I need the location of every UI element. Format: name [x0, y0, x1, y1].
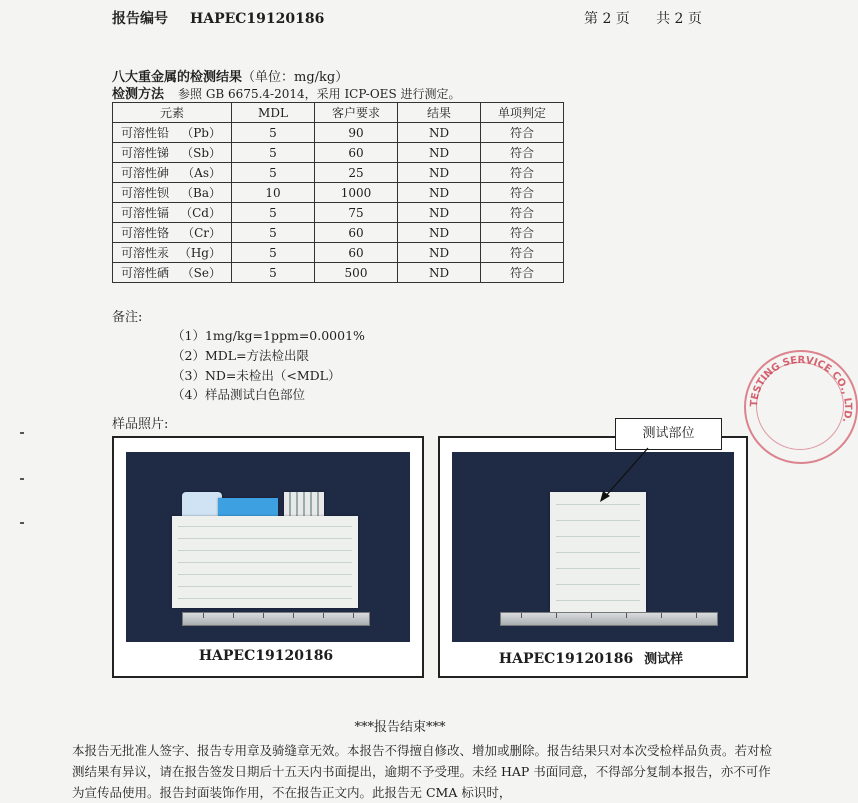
table-row [113, 163, 564, 183]
ruler-tick [233, 613, 234, 618]
ruler-tick [353, 613, 354, 618]
sheet-line [556, 536, 640, 537]
cell-element [113, 243, 232, 263]
table-row [113, 223, 564, 243]
element-name: 可溶性镉 [121, 206, 170, 220]
sheet-line [178, 574, 352, 575]
sample-blue-label [218, 498, 278, 516]
cell-requirement: 500 [315, 263, 398, 283]
col-header-verdict: 单项判定 [481, 103, 564, 123]
table-row [113, 183, 564, 203]
element-name: 可溶性钡 [121, 186, 170, 200]
cell-result: ND [398, 123, 481, 143]
note-item: （1）1mg/kg=1ppm=0.0001% [172, 328, 365, 343]
cell-verdict: 符合 [481, 123, 564, 143]
element-symbol: （Cr） [182, 226, 221, 240]
ruler-tick [203, 613, 204, 618]
sheet-line [556, 584, 640, 585]
report-number [112, 8, 324, 28]
sheet-line [178, 550, 352, 551]
element-name: 可溶性硒 [121, 266, 170, 280]
sheet-line [178, 526, 352, 527]
test-method [112, 83, 460, 102]
left-photo-frame [112, 436, 424, 678]
ruler-tick [293, 613, 294, 618]
ruler-tick [661, 613, 662, 618]
element-symbol: （Hg） [178, 246, 221, 260]
table-row [113, 263, 564, 283]
cell-mdl: 5 [232, 243, 315, 263]
margin-mark [20, 432, 24, 434]
cell-element [113, 223, 232, 243]
ruler [182, 612, 370, 626]
left-sample-photo [126, 452, 410, 642]
element-symbol: （Pb） [181, 126, 221, 140]
cell-result: ND [398, 223, 481, 243]
seal-text-ring [746, 352, 856, 462]
col-header-mdl: MDL [232, 103, 315, 123]
col-header-element: 元素 [113, 103, 232, 123]
cell-mdl: 5 [232, 123, 315, 143]
cell-result: ND [398, 163, 481, 183]
cell-element [113, 123, 232, 143]
callout-arrow-icon [590, 446, 670, 506]
cell-verdict: 符合 [481, 143, 564, 163]
cell-verdict: 符合 [481, 223, 564, 243]
cell-result: ND [398, 143, 481, 163]
sheet-line [178, 586, 352, 587]
method-text: 参照 GB 6675.4-2014，采用 ICP-OES 进行测定。 [178, 87, 461, 101]
cell-element [113, 183, 232, 203]
test-area-callout: 测试部位 [615, 418, 722, 450]
cell-element [113, 143, 232, 163]
sheet-line [556, 552, 640, 553]
page-indicator [584, 8, 706, 28]
element-symbol: （As） [182, 166, 221, 180]
ruler-tick [323, 613, 324, 618]
col-header-requirement: 客户要求 [315, 103, 398, 123]
seal-text: TESTING SERVICE CO., LTD. [748, 354, 854, 424]
ruler [500, 612, 718, 626]
sheet-line [178, 538, 352, 539]
sample-sticker-sheet [284, 492, 324, 518]
element-name: 可溶性锑 [121, 146, 170, 160]
right-caption-code: HAPEC19120186 [498, 651, 634, 667]
element-name: 可溶性铬 [121, 226, 170, 240]
ruler-tick [521, 613, 522, 618]
notes-label: 备注: [112, 310, 143, 325]
table-row [113, 143, 564, 163]
note-item: （2）MDL=方法检出限 [172, 348, 310, 363]
ruler-tick [591, 613, 592, 618]
report-end-marker: ***报告结束*** [354, 720, 446, 735]
cell-element [113, 263, 232, 283]
cell-verdict: 符合 [481, 243, 564, 263]
cell-mdl: 5 [232, 143, 315, 163]
element-name: 可溶性汞 [121, 246, 170, 260]
table-row [113, 243, 564, 263]
ruler-tick [626, 613, 627, 618]
right-photo-caption [440, 648, 742, 667]
note-item: （4）样品测试白色部位 [172, 387, 305, 402]
sheet-line [556, 520, 640, 521]
results-table [112, 102, 564, 283]
cell-requirement: 60 [315, 223, 398, 243]
element-name: 可溶性铅 [121, 126, 170, 140]
sheet-line [556, 600, 640, 601]
cell-requirement: 25 [315, 163, 398, 183]
cell-requirement: 75 [315, 203, 398, 223]
cell-result: ND [398, 203, 481, 223]
section-title-text: 八大重金属的检测结果 [112, 70, 243, 85]
note-item: （3）ND=未检出（<MDL） [172, 368, 341, 383]
cell-verdict: 符合 [481, 183, 564, 203]
cell-element [113, 163, 232, 183]
cell-requirement: 90 [315, 123, 398, 143]
photos-label: 样品照片: [112, 417, 169, 432]
sheet-line [178, 562, 352, 563]
report-number-label: 报告编号 [112, 11, 168, 27]
cell-mdl: 5 [232, 223, 315, 243]
sample-card-sheet [172, 516, 358, 608]
sheet-line [556, 568, 640, 569]
cell-mdl: 5 [232, 203, 315, 223]
method-label: 检测方法 [112, 87, 165, 102]
cell-requirement: 60 [315, 243, 398, 263]
section-unit: （单位：mg/kg） [242, 70, 349, 85]
margin-mark [20, 522, 24, 524]
cell-element [113, 203, 232, 223]
table-row [113, 123, 564, 143]
cell-result: ND [398, 263, 481, 283]
cell-mdl: 5 [232, 163, 315, 183]
element-name: 可溶性砷 [121, 166, 170, 180]
cell-verdict: 符合 [481, 163, 564, 183]
cell-verdict: 符合 [481, 263, 564, 283]
cell-requirement: 60 [315, 143, 398, 163]
report-number-value: HAPEC19120186 [190, 11, 325, 27]
sample-card-icon [182, 492, 222, 516]
sample-test-sheet [550, 492, 646, 612]
cell-result: ND [398, 183, 481, 203]
col-header-result: 结果 [398, 103, 481, 123]
element-symbol: （Cd） [180, 206, 221, 220]
svg-text:TESTING SERVICE CO., LTD. [749, 355, 853, 424]
table-row [113, 203, 564, 223]
right-caption-suffix: 测试样 [644, 652, 684, 667]
element-symbol: （Ba） [181, 186, 221, 200]
disclaimer-text: 本报告无批准人签字、报告专用章及骑缝章无效。本报告不得擅自修改、增加或删除。报告结果只对本次受检样品负责。若对检测结果有异议，请在报告签发日期后十五天内书面提出，逾期不予受理。未经 HAP 书面同意，不得部分复制本报告，亦不可作为宣传品使用。报告封面装饰作用，不在报告正文内。此报告无 CMA 标识时， [72, 743, 773, 800]
cell-mdl: 10 [232, 183, 315, 203]
sheet-line [178, 598, 352, 599]
left-photo-caption: HAPEC19120186 [198, 648, 334, 664]
cell-mdl: 5 [232, 263, 315, 283]
page-total: 共 2 页 [656, 11, 702, 27]
page-current: 第 2 页 [584, 11, 630, 27]
element-symbol: （Sb） [181, 146, 221, 160]
table-header-row [113, 103, 564, 123]
ruler-tick [263, 613, 264, 618]
element-symbol: （Se） [181, 266, 221, 280]
margin-mark [20, 478, 24, 480]
cell-requirement: 1000 [315, 183, 398, 203]
cell-result: ND [398, 243, 481, 263]
ruler-tick [556, 613, 557, 618]
cell-verdict: 符合 [481, 203, 564, 223]
ruler-tick [696, 613, 697, 618]
company-seal-stamp [744, 350, 858, 464]
